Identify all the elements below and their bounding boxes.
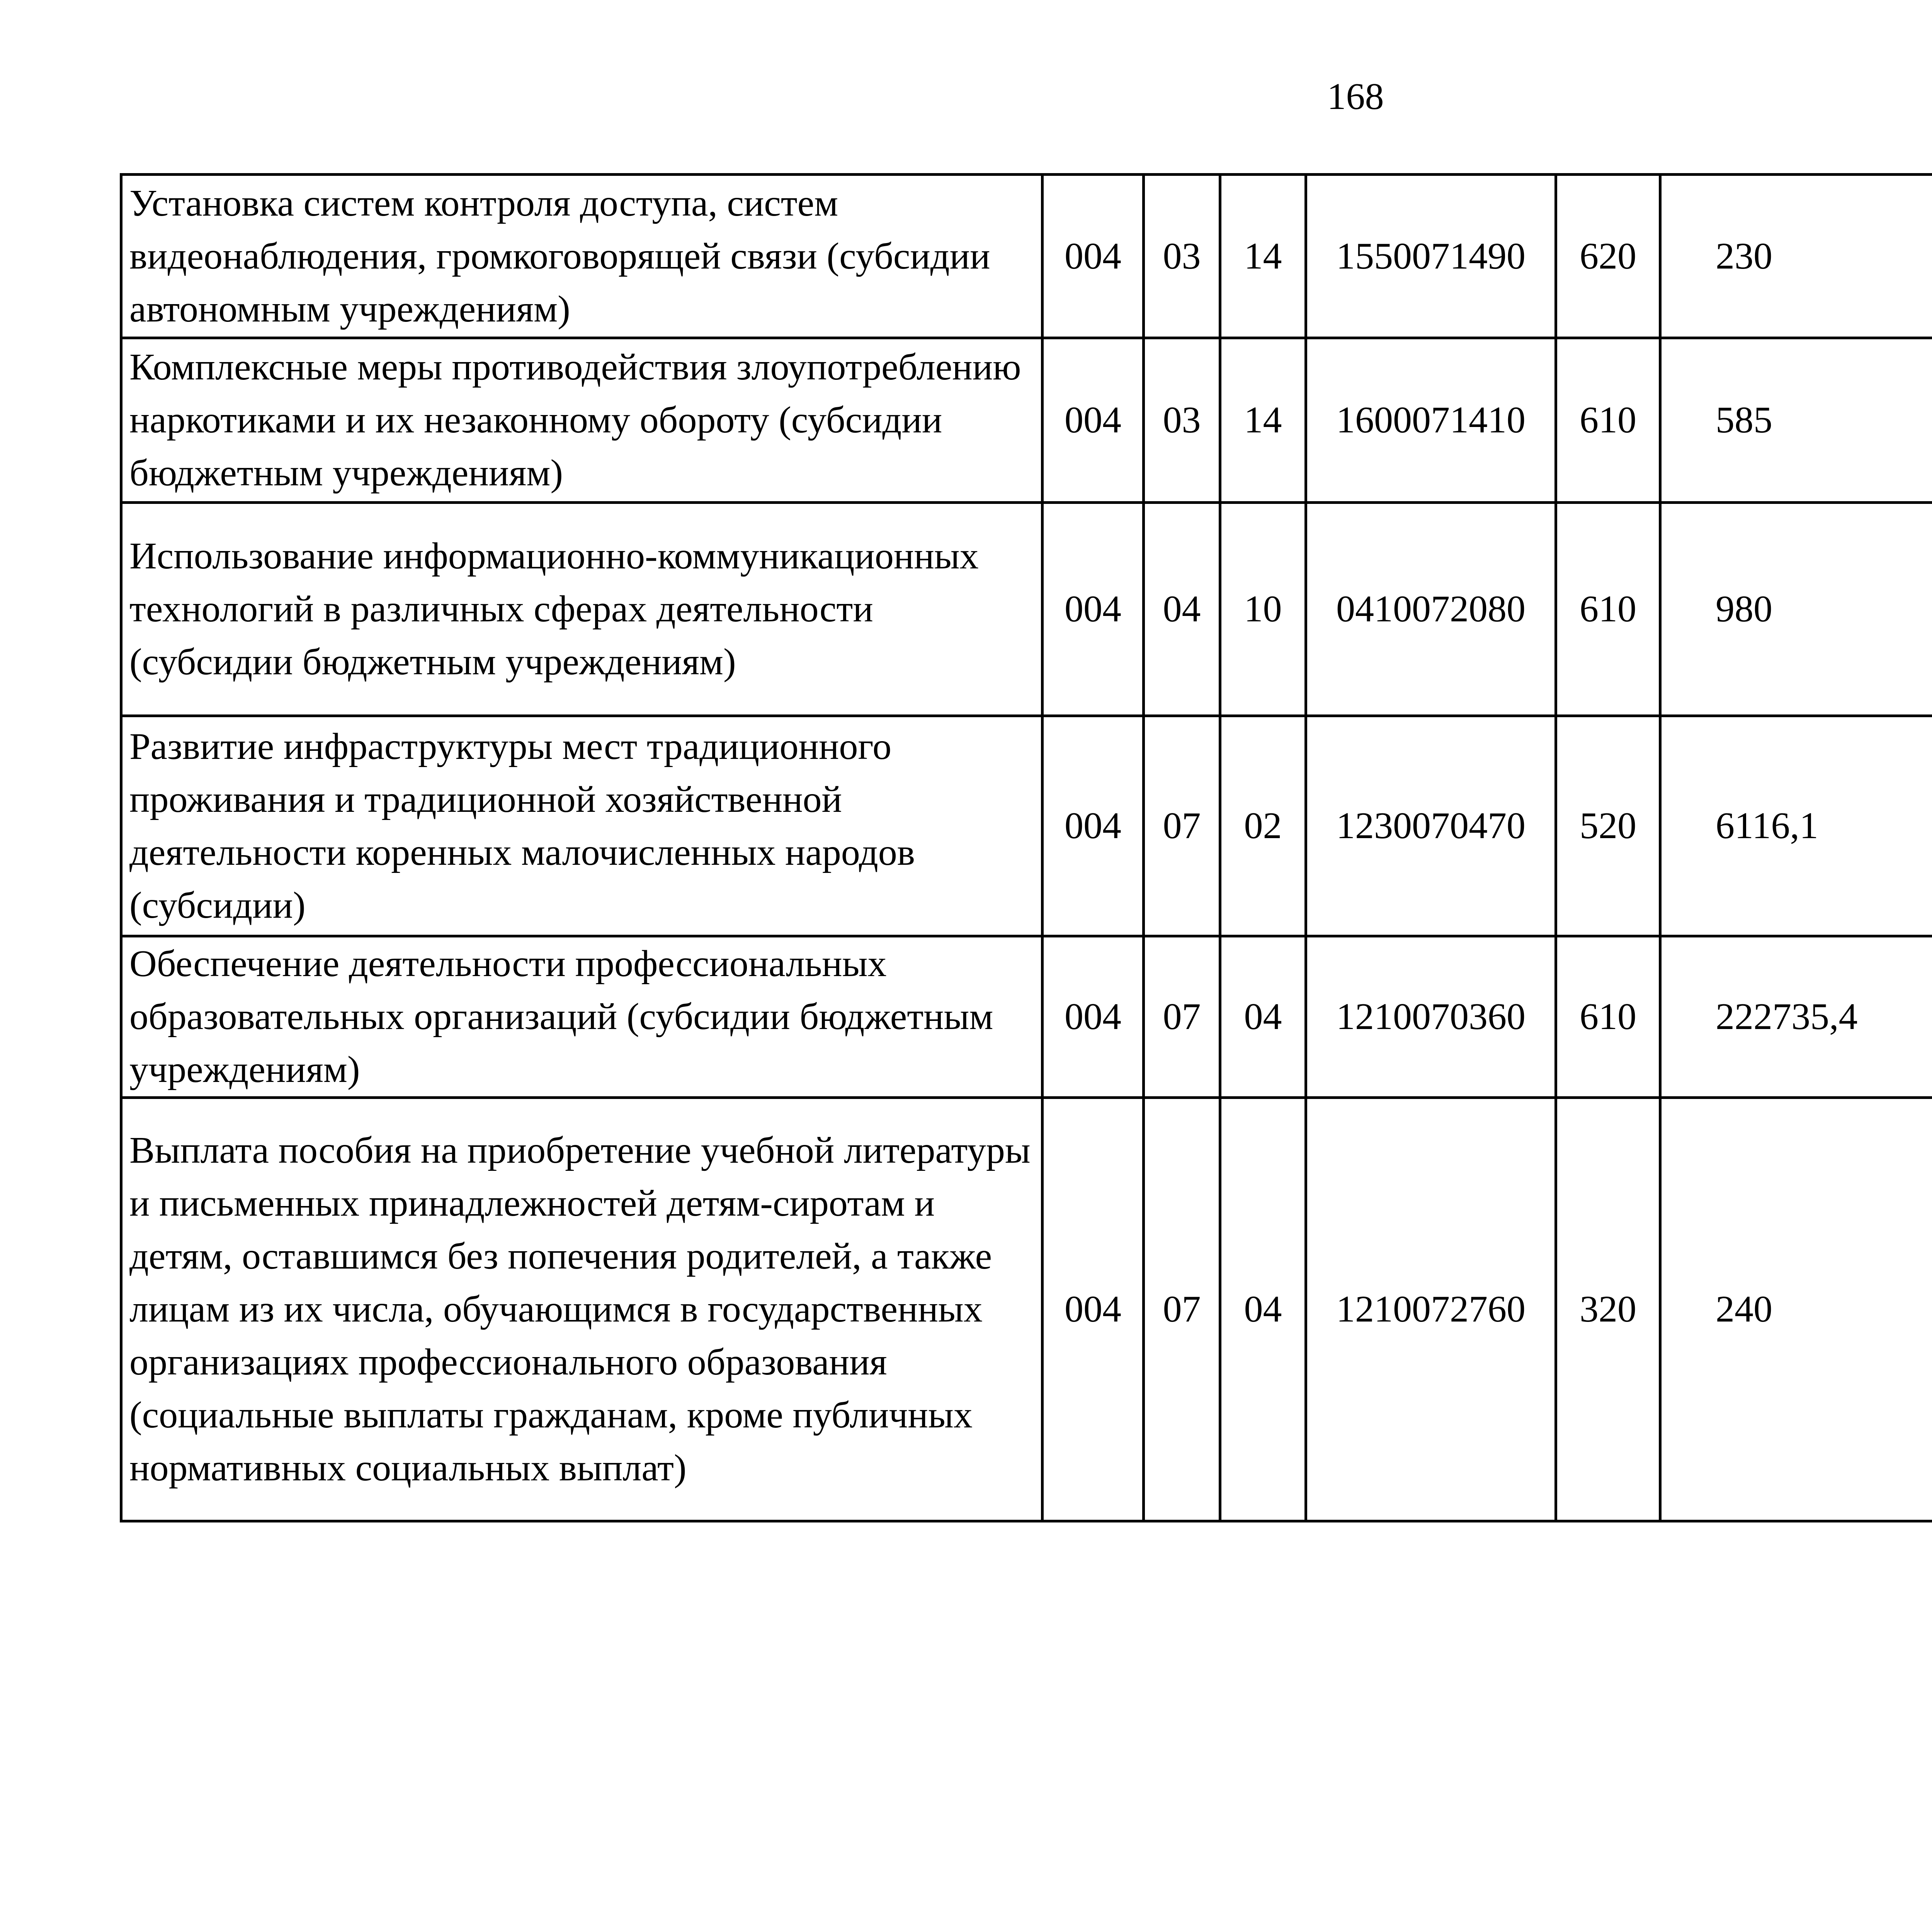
target-article-cell: 0410072080 [1306,503,1556,716]
section-code-cell: 07 [1144,1098,1220,1521]
target-article-cell: 1230070470 [1306,716,1556,936]
expense-name-cell: Установка систем контроля доступа, систем видеонаблюдения, громкоговорящей связи (субсидии автономным учреждениям) [121,175,1043,338]
ministry-code-cell: 004 [1043,936,1144,1098]
ministry-code-cell: 004 [1043,338,1144,503]
section-code-cell: 07 [1144,936,1220,1098]
expense-type-cell: 610 [1556,936,1660,1098]
section-code-cell: 07 [1144,716,1220,936]
page-number: 168 [1327,76,1384,117]
ministry-code-cell: 004 [1043,175,1144,338]
section-code-cell: 04 [1144,503,1220,716]
expense-type-cell: 610 [1556,338,1660,503]
expense-type-cell: 520 [1556,716,1660,936]
target-article-cell: 1600071410 [1306,338,1556,503]
table-row [121,1098,1932,1521]
amount-1-cell: 585 [1660,338,1932,503]
subsection-code-cell: 04 [1220,936,1306,1098]
table-row [121,936,1932,1098]
expense-name-cell: Обеспечение деятельности профессиональных образовательных организаций (субсидии бюджетным учреждениям) [121,936,1043,1098]
ministry-code-cell: 004 [1043,503,1144,716]
table-row [121,338,1932,503]
expense-name-cell: Комплексные меры противодействия злоупотреблению наркотиками и их незаконному обороту (субсидии бюджетным учреждениям) [121,338,1043,503]
expense-type-cell: 620 [1556,175,1660,338]
subsection-code-cell: 10 [1220,503,1306,716]
amount-1-cell: 240 [1660,1098,1932,1521]
subsection-code-cell: 04 [1220,1098,1306,1521]
budget-table [120,173,1932,1522]
subsection-code-cell: 14 [1220,175,1306,338]
expense-type-cell: 320 [1556,1098,1660,1521]
section-code-cell: 03 [1144,175,1220,338]
expense-name-cell: Использование информационно-коммуникационных технологий в различных сферах деятельности (субсидии бюджетным учреждениям) [121,503,1043,716]
expense-type-cell: 610 [1556,503,1660,716]
amount-1-cell: 230 [1660,175,1932,338]
target-article-cell: 1210072760 [1306,1098,1556,1521]
expense-name-cell: Выплата пособия на приобретение учебной литературы и письменных принадлежностей детям-сиротам и детям, оставшимся без попечения родителей, а также лицам из их числа, обучающимся в государственных организациях профессионального образования (социальные выплаты гражданам, кроме публичных нормативных социальных выплат) [121,1098,1043,1521]
table-row [121,175,1932,338]
target-article-cell: 1550071490 [1306,175,1556,338]
subsection-code-cell: 14 [1220,338,1306,503]
subsection-code-cell: 02 [1220,716,1306,936]
target-article-cell: 1210070360 [1306,936,1556,1098]
section-code-cell: 03 [1144,338,1220,503]
ministry-code-cell: 004 [1043,1098,1144,1521]
table-row [121,716,1932,936]
table-row [121,503,1932,716]
expense-name-cell: Развитие инфраструктуры мест традиционного проживания и традиционной хозяйственной деятельности коренных малочисленных народов (субсидии) [121,716,1043,936]
amount-1-cell: 222735,4 [1660,936,1932,1098]
ministry-code-cell: 004 [1043,716,1144,936]
amount-1-cell: 6116,1 [1660,716,1932,936]
amount-1-cell: 980 [1660,503,1932,716]
